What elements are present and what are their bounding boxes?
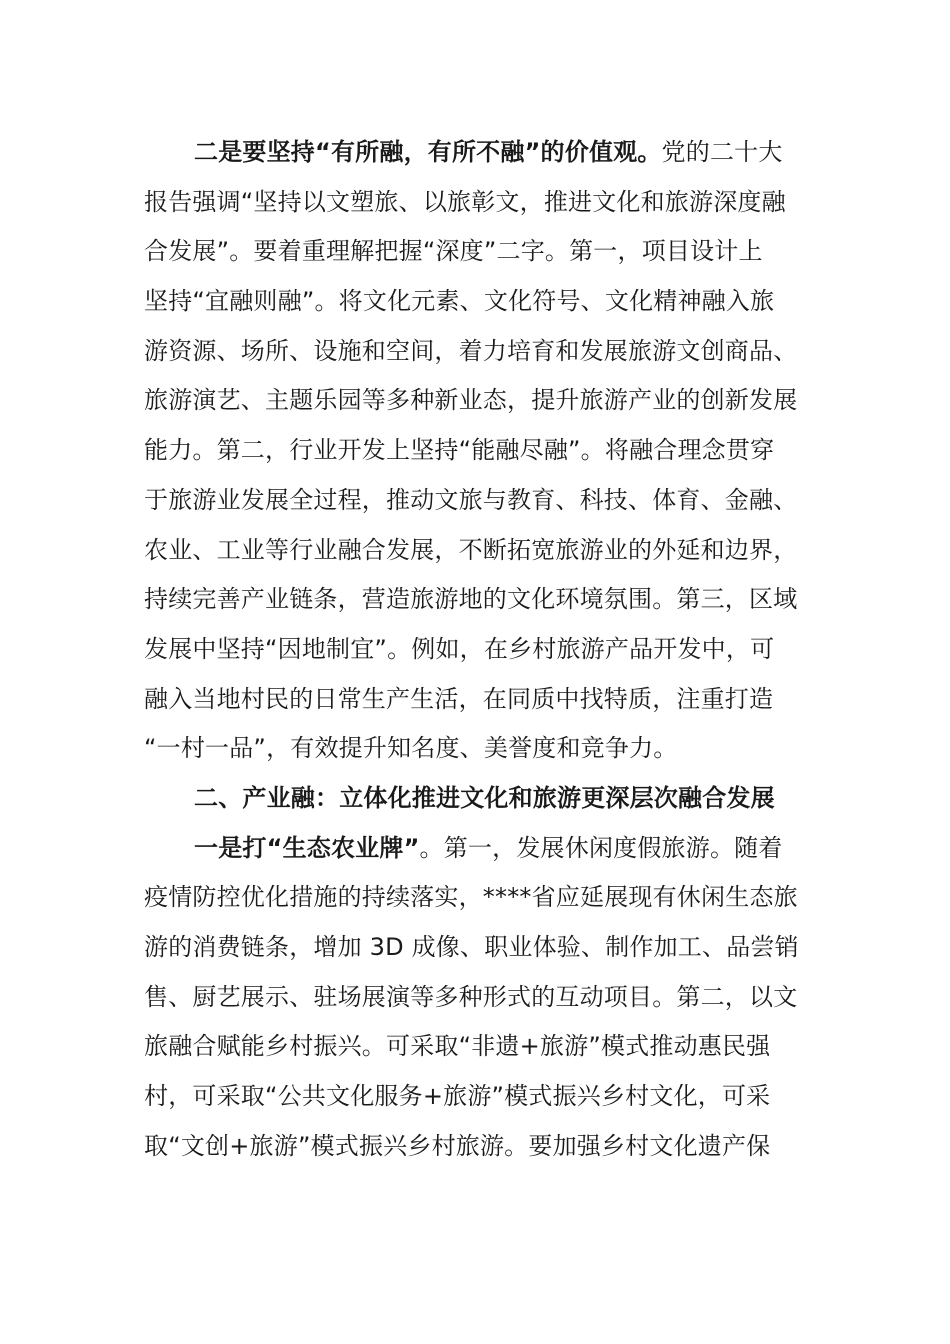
document-page — [144, 128, 799, 1171]
section-heading: 二、产业融：立体化推进文化和旅游更深层次融合发展 — [194, 783, 775, 812]
paragraph-line: 发展中坚持“因地制宜”。例如，在乡村旅游产品开发中，可 — [144, 634, 775, 663]
text-run: 党的二十大 — [661, 138, 783, 166]
paragraph-line: 坚持“宜融则融”。将文化元素、文化符号、文化精神融入旅 — [144, 287, 775, 316]
paragraph-line: “一村一品”，有效提升知名度、美誉度和竞争力。 — [144, 734, 678, 763]
paragraph-line: 游的消费链条，增加 3D 成像、职业体验、制作加工、品尝销 — [144, 933, 799, 961]
paragraph-line: 售、厨艺展示、驻场展演等多种形式的互动项目。第二，以文 — [144, 982, 798, 1011]
paragraph-line — [144, 128, 794, 178]
text-run: 。第一，发展休闲度假旅游。随着 — [419, 833, 783, 862]
paragraph-line: 于旅游业发展全过程，推动文旅与教育、科技、体育、金融、 — [144, 485, 798, 514]
paragraph-line: 合发展”。要着重理解把握“深度”二字。第一，项目设计上 — [144, 237, 763, 266]
paragraph-line: 旅融合赋能乡村振兴。可采取“非遗+旅游”模式推动惠民强 — [144, 1032, 771, 1061]
paragraph-line: 旅游演艺、主题乐园等多种新业态，提升旅游产业的创新发展 — [144, 386, 798, 415]
paragraph-line: 疫情防控优化措施的持续落实，****省应延展现有休闲生态旅 — [144, 883, 798, 912]
paragraph-line: 村，可采取“公共文化服务+旅游”模式振兴乡村文化，可采 — [144, 1082, 771, 1111]
paragraph-line: 报告强调“坚持以文塑旅、以旅彰文，推进文化和旅游深度融 — [144, 187, 786, 216]
paragraph-line: 取“文创+旅游”模式振兴乡村旅游。要加强乡村文化遗产保 — [144, 1131, 771, 1160]
paragraph-line: 能力。第二，行业开发上坚持“能融尽融”。将融合理念贯穿 — [144, 436, 775, 465]
paragraph-line: 持续完善产业链条，营造旅游地的文化环境氛围。第三，区域 — [144, 585, 798, 614]
paragraph-line: 融入当地村民的日常生产生活，在同质中找特质，注重打造 — [144, 684, 774, 713]
paragraph-line — [144, 824, 794, 874]
bold-lead: 二是要坚持“有所融，有所不融”的价值观。 — [194, 138, 662, 166]
bold-lead: 一是打“生态农业牌” — [194, 833, 420, 862]
paragraph-line: 农业、工业等行业融合发展，不断拓宽旅游业的外延和边界， — [144, 535, 798, 564]
paragraph-line: 游资源、场所、设施和空间，着力培育和发展旅游文创商品、 — [144, 336, 798, 365]
